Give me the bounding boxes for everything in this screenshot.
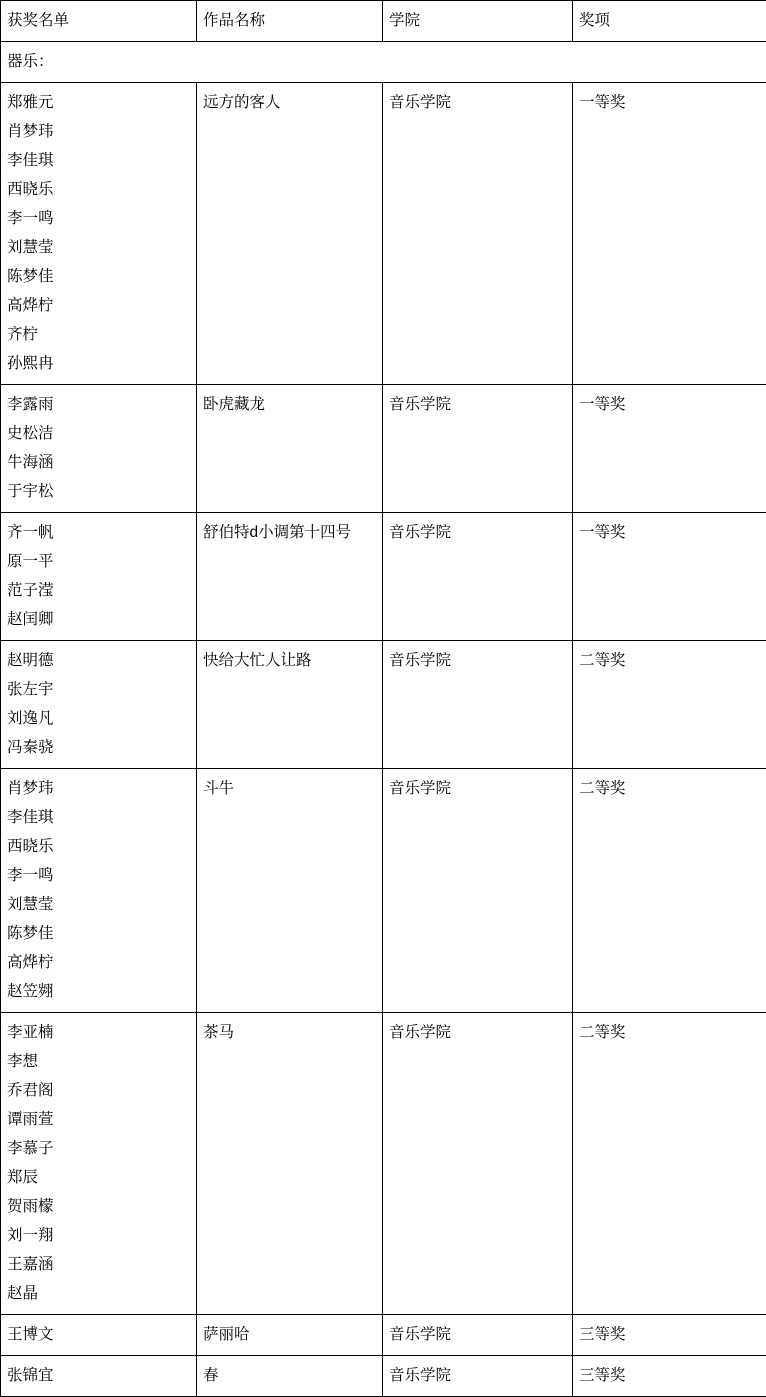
winner-name: 范子滢: [7, 576, 190, 605]
cell-award: 二等奖: [573, 1013, 766, 1315]
table-row: [1, 1356, 766, 1397]
winner-name: 牛海涵: [7, 448, 190, 477]
winner-name: 李亚楠: [7, 1018, 190, 1047]
cell-college: 音乐学院: [383, 83, 573, 385]
winner-name: 贺雨檬: [7, 1192, 190, 1221]
winner-name: 王博文: [7, 1320, 190, 1349]
cell-work-title: 春: [197, 1356, 383, 1397]
cell-names: [1, 385, 197, 513]
winner-name: 李一鸣: [7, 861, 190, 890]
cell-award: 三等奖: [573, 1356, 766, 1397]
winner-name: 齐一帆: [7, 518, 190, 547]
cell-award: 一等奖: [573, 385, 766, 513]
table-row: [1, 83, 766, 385]
table-body: [1, 1, 766, 1397]
cell-college: 音乐学院: [383, 513, 573, 641]
winner-name: 西晓乐: [7, 175, 190, 204]
winner-name: 王嘉涵: [7, 1250, 190, 1279]
cell-names: [1, 513, 197, 641]
cell-names: [1, 641, 197, 769]
table-row: [1, 769, 766, 1013]
column-header-names: 获奖名单: [1, 1, 197, 42]
winner-name: 李想: [7, 1047, 190, 1076]
column-header-work: 作品名称: [197, 1, 383, 42]
winner-name: 原一平: [7, 547, 190, 576]
cell-work-title: 斗牛: [197, 769, 383, 1013]
winner-name: 郑辰: [7, 1163, 190, 1192]
table-row: [1, 385, 766, 513]
cell-college: 音乐学院: [383, 1356, 573, 1397]
cell-names: [1, 1356, 197, 1397]
winner-name: 陈梦佳: [7, 262, 190, 291]
winner-name: 高烨柠: [7, 948, 190, 977]
table-row: [1, 1315, 766, 1356]
winner-name: 郑雅元: [7, 88, 190, 117]
cell-names: [1, 83, 197, 385]
winner-name: 刘慧莹: [7, 233, 190, 262]
cell-award: 二等奖: [573, 641, 766, 769]
winner-name: 张锦宜: [7, 1361, 190, 1390]
cell-names: [1, 1013, 197, 1315]
cell-work-title: 卧虎藏龙: [197, 385, 383, 513]
winner-name: 孙熙冉: [7, 349, 190, 378]
winner-name: 乔君阁: [7, 1076, 190, 1105]
cell-work-title: 萨丽哈: [197, 1315, 383, 1356]
cell-award: 一等奖: [573, 83, 766, 385]
winner-name: 李一鸣: [7, 204, 190, 233]
column-header-college: 学院: [383, 1, 573, 42]
winner-name: 史松洁: [7, 419, 190, 448]
cell-work-title: 茶马: [197, 1013, 383, 1315]
table-row: [1, 1013, 766, 1315]
winner-name: 刘一翔: [7, 1221, 190, 1250]
winner-name: 赵明德: [7, 646, 190, 675]
cell-award: 三等奖: [573, 1315, 766, 1356]
section-label: 器乐：: [1, 42, 766, 83]
winner-name: 高烨柠: [7, 291, 190, 320]
cell-award: 一等奖: [573, 513, 766, 641]
cell-names: [1, 1315, 197, 1356]
winner-name: 张左宇: [7, 675, 190, 704]
table-row: [1, 513, 766, 641]
winner-name: 李露雨: [7, 390, 190, 419]
cell-college: 音乐学院: [383, 1315, 573, 1356]
cell-college: 音乐学院: [383, 1013, 573, 1315]
winner-name: 肖梦玮: [7, 774, 190, 803]
winner-name: 赵笠翙: [7, 977, 190, 1006]
cell-work-title: 快给大忙人让路: [197, 641, 383, 769]
cell-names: [1, 769, 197, 1013]
winner-name: 齐柠: [7, 320, 190, 349]
column-header-award: 奖项: [573, 1, 766, 42]
winner-name: 李佳琪: [7, 803, 190, 832]
winner-name: 西晓乐: [7, 832, 190, 861]
winner-name: 刘慧莹: [7, 890, 190, 919]
cell-award: 二等奖: [573, 769, 766, 1013]
table-row: [1, 641, 766, 769]
winner-name: 冯秦骁: [7, 733, 190, 762]
cell-college: 音乐学院: [383, 385, 573, 513]
winner-name: 李慕子: [7, 1134, 190, 1163]
winner-name: 刘逸凡: [7, 704, 190, 733]
winner-name: 肖梦玮: [7, 117, 190, 146]
cell-work-title: 远方的客人: [197, 83, 383, 385]
winner-name: 陈梦佳: [7, 919, 190, 948]
cell-college: 音乐学院: [383, 641, 573, 769]
section-header-row: [1, 42, 766, 83]
winner-name: 于宇松: [7, 477, 190, 506]
winner-name: 赵闰卿: [7, 605, 190, 634]
cell-college: 音乐学院: [383, 769, 573, 1013]
winner-name: 赵晶: [7, 1279, 190, 1308]
table-header-row: [1, 1, 766, 42]
cell-work-title: 舒伯特d小调第十四号: [197, 513, 383, 641]
winner-name: 李佳琪: [7, 146, 190, 175]
winner-name: 谭雨萱: [7, 1105, 190, 1134]
